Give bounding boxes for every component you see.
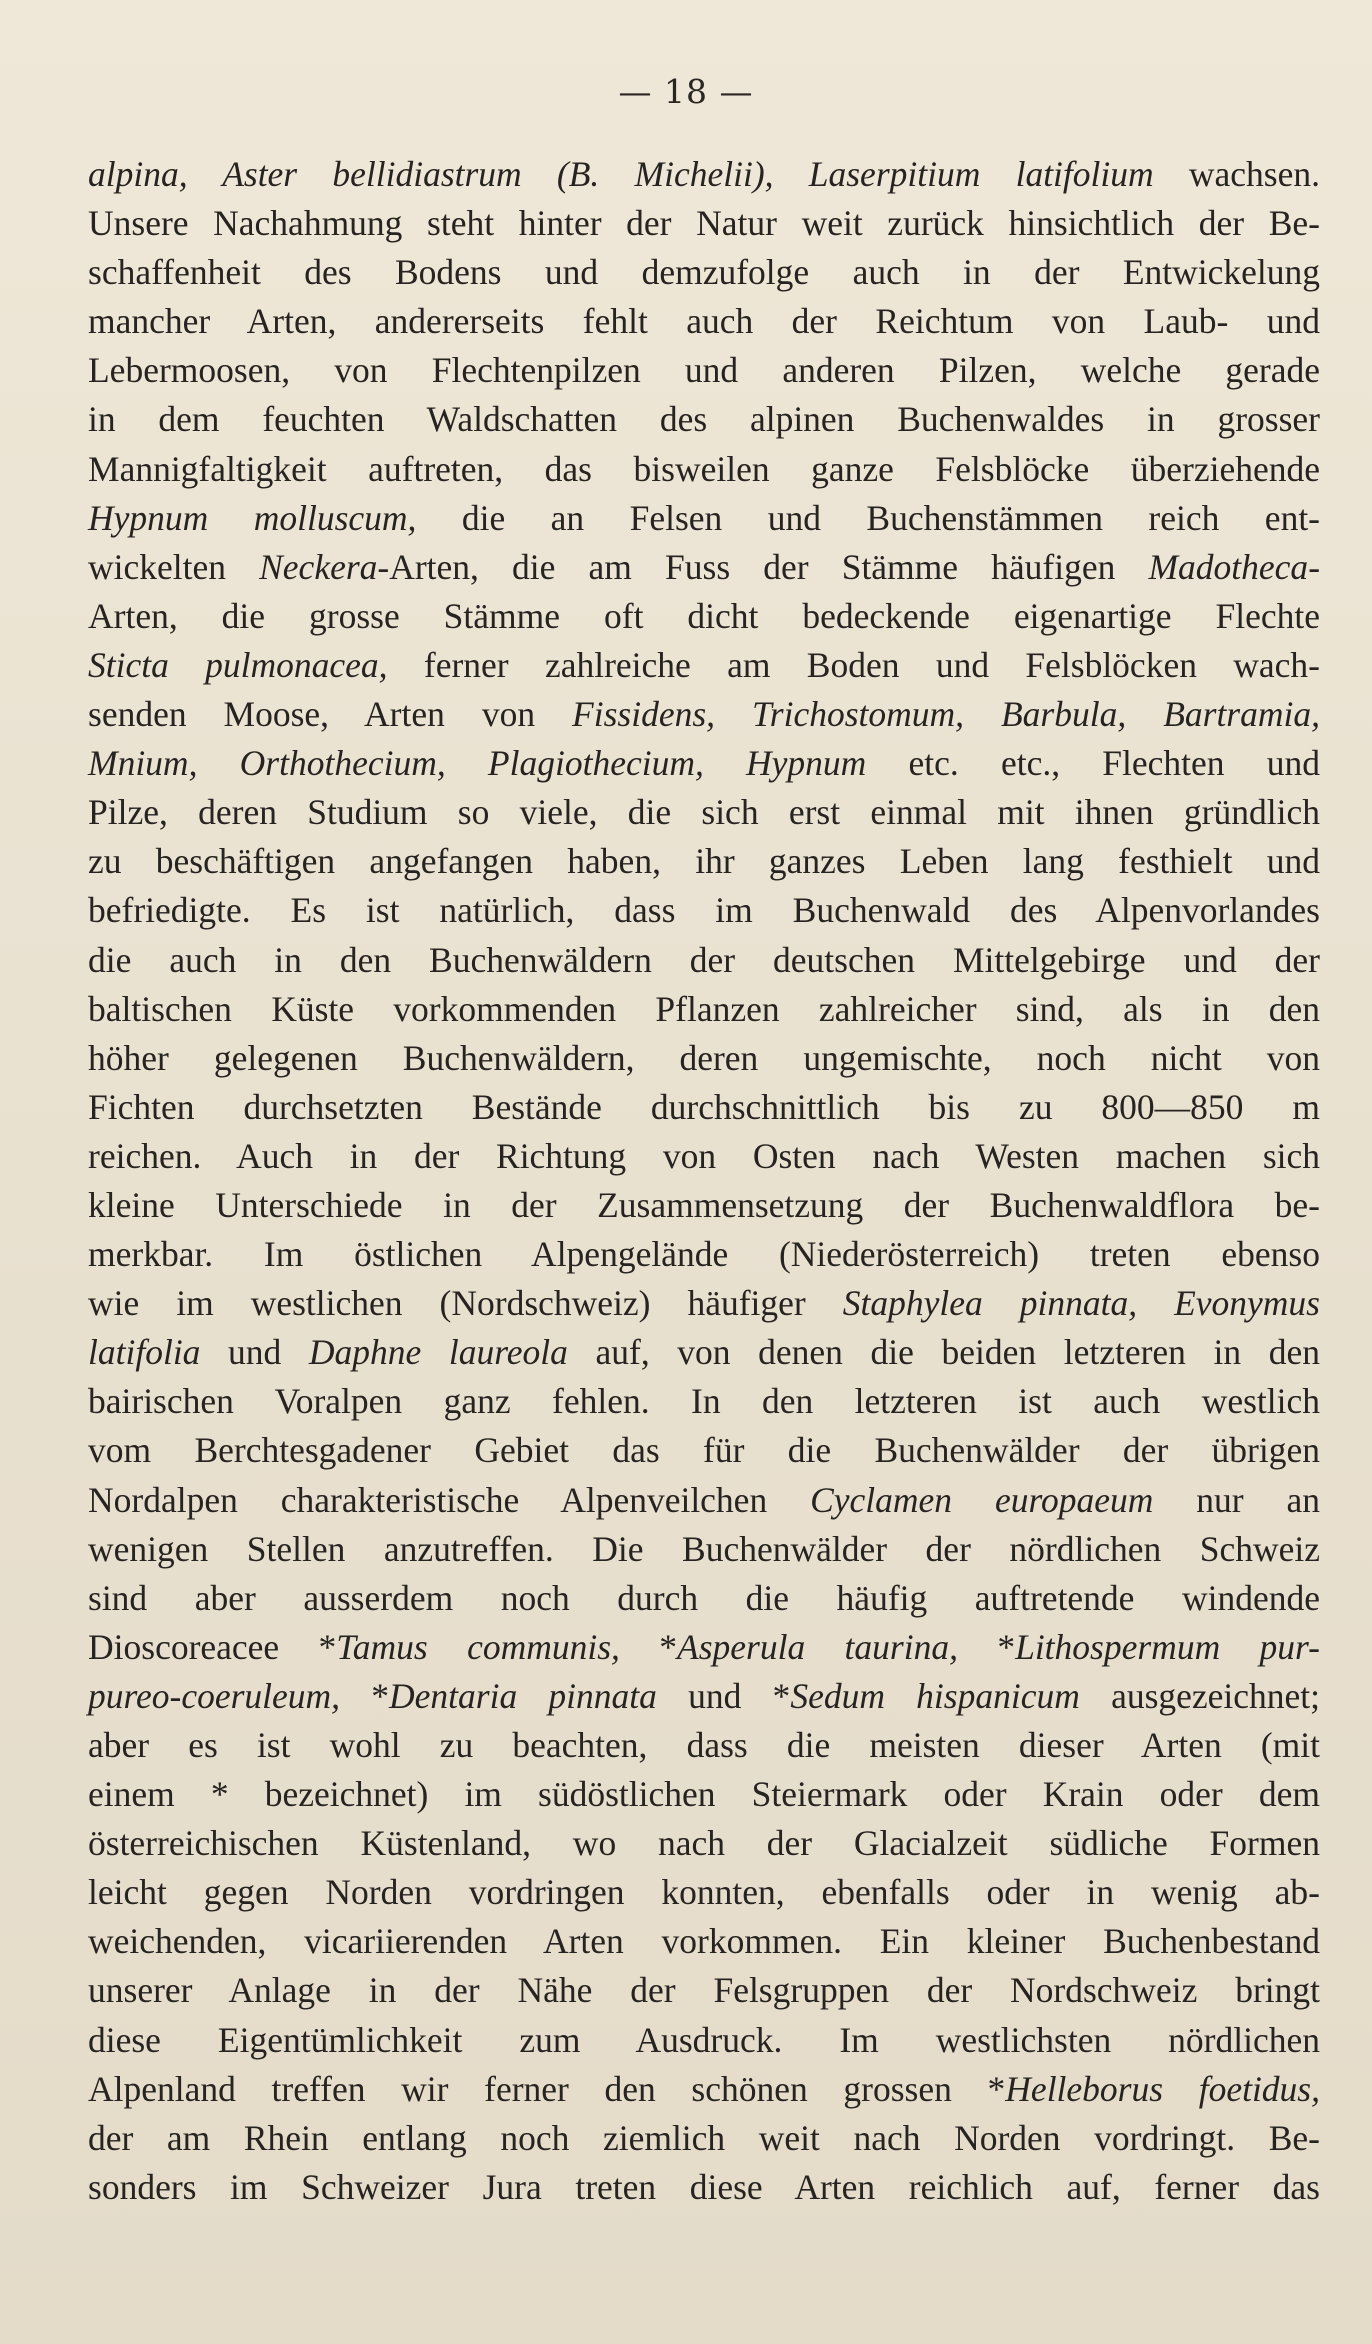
text-segment: baltischen Küste vorkommenden Pflanzen zahlreicher sind, als in den: [88, 988, 1320, 1029]
italic-text-segment: Cyclamen europaeum: [810, 1479, 1154, 1520]
text-line: [88, 886, 1320, 935]
text-segment: zu beschäftigen angefangen haben, ihr ganzes Leben lang festhielt und: [88, 841, 1320, 882]
text-line: [88, 1623, 1320, 1672]
italic-text-segment: Asperula taurina,: [677, 1626, 958, 1667]
text-segment: in dem feuchten Waldschatten des alpinen Buchenwaldes in grosser: [88, 399, 1320, 440]
text-segment: -Arten, die am Fuss der Stämme häufigen: [377, 546, 1149, 587]
text-segment: mancher Arten, andererseits fehlt auch der Reichtum von Laub- und: [88, 301, 1320, 342]
text-segment: diese Eigentümlichkeit zum Ausdruck. Im westlichsten nördlichen: [88, 2019, 1320, 2060]
text-line: [88, 1917, 1320, 1966]
italic-text-segment: Lithospermum pur-: [1015, 1626, 1320, 1667]
text-segment: ferner zahlreiche am Boden und Felsblöcken wach-: [387, 644, 1320, 685]
body-text: [88, 150, 1320, 2212]
page-number: — 18 —: [618, 72, 754, 111]
text-segment: *: [340, 1675, 390, 1716]
text-segment: weichenden, vicariierenden Arten vorkommen. Ein kleiner Buchenbestand: [88, 1921, 1320, 1962]
text-segment: die an Felsen und Buchenstämmen reich ent-: [416, 497, 1321, 538]
text-line: [88, 837, 1320, 886]
text-line: [88, 150, 1320, 199]
text-segment: sonders im Schweizer Jura treten diese Arten reichlich auf, ferner das: [88, 2166, 1320, 2207]
italic-text-segment: Mnium, Orthothecium, Plagiothecium, Hypnum: [88, 743, 867, 784]
italic-text-segment: Staphylea pinnata, Evonymus: [842, 1283, 1320, 1324]
italic-text-segment: Madotheca: [1148, 546, 1309, 587]
text-segment: *: [957, 1626, 1016, 1667]
text-line: [88, 1476, 1320, 1525]
italic-text-segment: Neckera: [259, 546, 378, 587]
text-segment: und: [200, 1332, 309, 1373]
text-segment: der am Rhein entlang noch ziemlich weit nach Norden vordringt. Be-: [88, 2117, 1320, 2158]
text-line: [88, 395, 1320, 444]
text-line: [88, 1083, 1320, 1132]
text-segment: schaffenheit des Bodens und demzufolge auch in der Entwickelung: [88, 252, 1320, 293]
text-segment: die auch in den Buchenwäldern der deutschen Mittelgebirge und der: [88, 939, 1320, 980]
text-segment: sind aber ausserdem noch durch die häufig auftretende windende: [88, 1577, 1320, 1618]
text-line: [88, 1672, 1320, 1721]
text-segment: Alpenland treffen wir ferner den schönen grossen *: [88, 2068, 1006, 2109]
text-line: [88, 1868, 1320, 1917]
text-segment: Nordalpen charakteristische Alpenveilchen: [88, 1479, 811, 1520]
text-line: [88, 543, 1320, 592]
italic-text-segment: Hypnum molluscum,: [88, 497, 417, 538]
text-segment: *: [619, 1626, 678, 1667]
text-segment: Mannigfaltigkeit auftreten, das bisweilen ganze Felsblöcke überziehende: [88, 448, 1320, 489]
text-segment: reichen. Auch in der Richtung von Osten nach Westen machen sich: [88, 1135, 1320, 1176]
text-line: [88, 739, 1320, 788]
text-line: [88, 346, 1320, 395]
text-line: [88, 2163, 1320, 2212]
text-line: [88, 1279, 1320, 1328]
text-line: [88, 1574, 1320, 1623]
text-segment: kleine Unterschiede in der Zusammensetzung der Buchenwaldflora be-: [88, 1184, 1320, 1225]
text-line: [88, 690, 1320, 739]
text-line: [88, 1132, 1320, 1181]
text-segment: Fichten durchsetzten Bestände durchschnittlich bis zu 800—850 m: [88, 1086, 1320, 1127]
text-line: [88, 1426, 1320, 1475]
italic-text-segment: pureo-coeruleum,: [88, 1675, 341, 1716]
text-line: [88, 199, 1320, 248]
text-segment: wenigen Stellen anzutreffen. Die Buchenwälder der nördlichen Schweiz: [88, 1528, 1320, 1569]
text-line: [88, 1034, 1320, 1083]
text-segment: und *: [656, 1675, 791, 1716]
text-line: [88, 788, 1320, 837]
text-line: [88, 1181, 1320, 1230]
text-segment: merkbar. Im östlichen Alpengelände (Niederösterreich) treten ebenso: [88, 1234, 1320, 1275]
text-line: [88, 297, 1320, 346]
text-line: [88, 985, 1320, 1034]
text-segment: wickelten: [88, 546, 260, 587]
text-segment: etc. etc., Flechten und: [866, 743, 1320, 784]
text-segment: Dioscoreacee *: [88, 1626, 337, 1667]
text-line: [88, 2114, 1320, 2163]
text-line: [88, 2016, 1320, 2065]
text-segment: Lebermoosen, von Flechtenpilzen und anderen Pilzen, welche gerade: [88, 350, 1320, 391]
text-segment: Arten, die grosse Stämme oft dicht bedeckende eigenartige Flechte: [88, 595, 1320, 636]
text-segment: leicht gegen Norden vordringen konnten, ebenfalls oder in wenig ab-: [88, 1872, 1320, 1913]
italic-text-segment: Helleborus foetidus,: [1005, 2068, 1320, 2109]
text-segment: Unsere Nachahmung steht hinter der Natur weit zurück hinsichtlich der Be-: [88, 203, 1320, 244]
text-segment: unserer Anlage in der Nähe der Felsgruppen der Nordschweiz bringt: [88, 1970, 1320, 2011]
italic-text-segment: Tamus communis,: [336, 1626, 620, 1667]
text-segment: ausgezeichnet;: [1079, 1675, 1321, 1716]
italic-text-segment: Sticta pulmonacea,: [88, 644, 388, 685]
text-segment: wachsen.: [1153, 154, 1320, 194]
italic-text-segment: Daphne laureola: [308, 1332, 568, 1373]
text-segment: bairischen Voralpen ganz fehlen. In den letzteren ist auch westlich: [88, 1381, 1320, 1422]
text-line: [88, 592, 1320, 641]
text-line: [88, 1966, 1320, 2015]
text-line: [88, 1377, 1320, 1426]
text-segment: Pilze, deren Studium so viele, die sich erst einmal mit ihnen gründlich: [88, 792, 1320, 833]
text-segment: -: [1308, 546, 1321, 587]
italic-text-segment: Dentaria pinnata: [389, 1675, 657, 1716]
text-segment: höher gelegenen Buchenwäldern, deren ungemischte, noch nicht von: [88, 1037, 1320, 1078]
text-line: [88, 1770, 1320, 1819]
text-segment: österreichischen Küstenland, wo nach der Glacialzeit südliche Formen: [88, 1823, 1320, 1864]
text-line: [88, 248, 1320, 297]
text-line: [88, 641, 1320, 690]
text-line: [88, 1328, 1320, 1377]
text-segment: aber es ist wohl zu beachten, dass die meisten dieser Arten (mit: [88, 1725, 1320, 1765]
text-line: [88, 1819, 1320, 1868]
text-segment: einem * bezeichnet) im südöstlichen Steiermark oder Krain oder dem: [88, 1774, 1320, 1815]
italic-text-segment: Sedum hispanicum: [790, 1675, 1080, 1716]
text-segment: wie im westlichen (Nordschweiz) häufiger: [88, 1283, 843, 1324]
text-segment: nur an: [1153, 1479, 1320, 1520]
italic-text-segment: Fissidens, Trichostomum, Barbula, Bartramia,: [572, 694, 1320, 735]
text-segment: befriedigte. Es ist natürlich, dass im Buchenwald des Alpenvorlandes: [88, 890, 1320, 931]
text-line: [88, 936, 1320, 985]
italic-text-segment: latifolia: [88, 1332, 201, 1373]
text-segment: senden Moose, Arten von: [88, 694, 573, 735]
text-line: [88, 494, 1320, 543]
text-line: [88, 445, 1320, 494]
italic-text-segment: alpina, Aster bellidiastrum (B. Michelii), Laserpitium latifolium: [88, 154, 1154, 194]
text-line: [88, 1230, 1320, 1279]
text-line: [88, 2065, 1320, 2114]
text-segment: auf, von denen die beiden letzteren in den: [567, 1332, 1321, 1373]
text-segment: vom Berchtesgadener Gebiet das für die Buchenwälder der übrigen: [88, 1430, 1320, 1471]
text-line: [88, 1721, 1320, 1770]
text-line: [88, 1525, 1320, 1574]
